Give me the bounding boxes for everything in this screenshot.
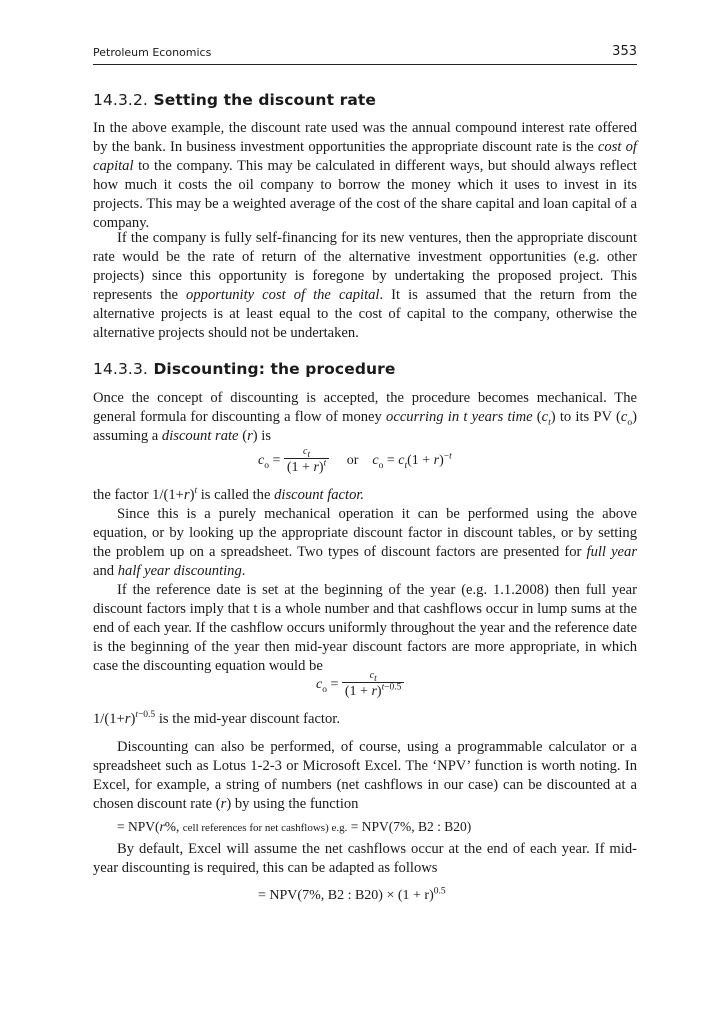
equation-discount-formula: $c_o$ = $\frac{c_t}{(1 + r)^t}$ or $c_o = c_t(1 + r)^{-t}$ [258, 446, 452, 475]
section-number: 14.3.2. [93, 91, 148, 109]
section-title: Setting the discount rate [153, 91, 376, 109]
paragraph-reference-date: If the reference date is set at the beginning of the year (e.g. 1.1.2008) then full year discount factors imply that t is a whole number and that cashflows occur in lump sums at the end of each year. If the cashflow occurs uniformly throughout the year and the reference date is the beginning of the year then mid-year discount factors are more appropriate, in which case the discounting equation would be [93, 582, 637, 674]
paragraph-general-formula: Once the concept of discounting is accepted, the procedure becomes mechanical. The general formula for discounting a flow of money occurring in t years time $(c_t)$ to its PV $(c_o)$ assuming a discount rate (r) is [93, 390, 637, 444]
paragraph-opportunity-cost: If the company is fully self-financing for its new ventures, then the appropriate discount rate would be the rate of return of the alternative investment opportunities (e.g. other projects) since this opportunity is foregone by undertaking the proposed project. This represents the opportunity cost of the capital. It is assumed that the return from the alternative projects is at least equal to the cost of capital to the company, otherwise the alternative projects should not be undertaken. [93, 230, 637, 341]
equation-npv-mid-year: = NPV(7%, B2 : $B20) \times (1 + r)^{0.5}$ [258, 886, 446, 903]
paragraph-mechanical-operation: Since this is a purely mechanical operation it can be performed using the above equation, or by looking up the appropriate discount factor in discount tables, or by setting the problem up on a spreadsheet. Two types of discount factors are presented for full year and half year discounting. [93, 506, 638, 579]
equation-mid-year-discount: $c_o$ = $\frac{c_t}{(1 + r)^{t-0.5}}$ [316, 670, 404, 700]
section-number: 14.3.3. [93, 360, 148, 378]
page-number: 353 [612, 44, 637, 59]
section-heading-discounting-procedure [93, 360, 396, 378]
paragraph-excel-default: By default, Excel will assume the net cashflows occur at the end of each year. If mid-year discounting is required, this can be adapted as follows [93, 841, 637, 876]
paragraph-mid-year-factor: $1/(1+r)^{t-0.5}$ is the mid-year discount factor. [93, 710, 340, 727]
paragraph-spreadsheet: Discounting can also be performed, of course, using a programmable calculator or a spreadsheet such as Lotus 1-2-3 or Microsoft Excel. The ‘NPV’ function is worth noting. In Excel, for example, a string of numbers (net cashflows in our case) can be discounted at a chosen discount rate (r) by using the function [93, 739, 637, 812]
running-head-title: Petroleum Economics [93, 46, 212, 59]
npv-function-line: = NPV(r%, cell references for net cashflows) e.g. = NPV(7%, B2 : B20) [117, 819, 472, 834]
paragraph-discount-factor: the factor $1/(1+r)^t$ is called the discount factor. [93, 486, 365, 503]
section-title: Discounting: the procedure [153, 360, 396, 378]
section-heading-setting-discount-rate [93, 91, 376, 109]
running-head [93, 44, 637, 65]
paragraph-cost-of-capital: In the above example, the discount rate used was the annual compound interest rate offered by the bank. In business investment opportunities the appropriate discount rate is the cost of capital to the company. This may be calculated in different ways, but should always reflect how much it costs the oil company to borrow the money which it uses to invest in its projects. This may be a weighted average of the cost of the share capital and loan capital of a company. [93, 120, 637, 231]
